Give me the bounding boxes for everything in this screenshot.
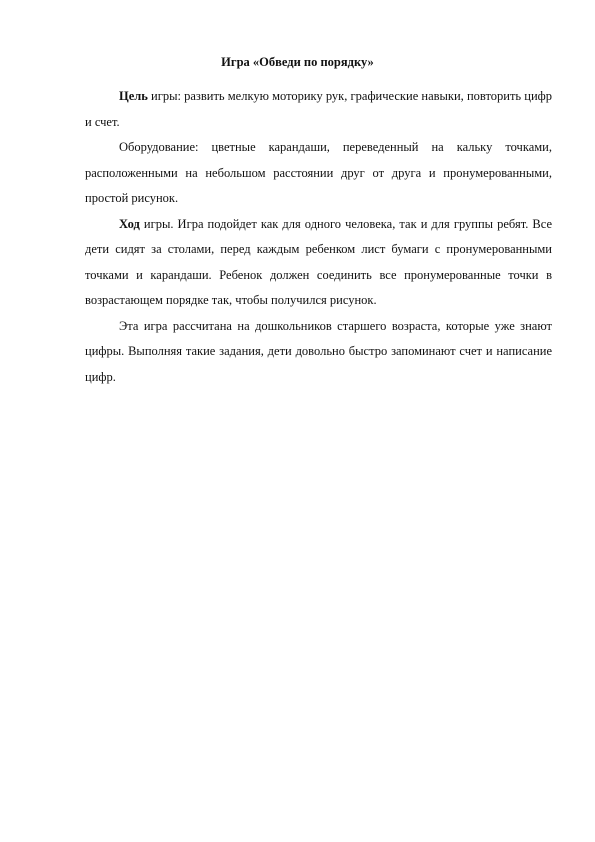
document-title: Игра «Обведи по порядку» — [221, 55, 374, 69]
paragraph-goal — [85, 84, 552, 135]
paragraph-goal-lead: Цель — [119, 89, 148, 103]
paragraph-game-process-text: игры. Игра подойдет как для одного человека, так и для группы ребят. Все дети сидят за столами, перед каждым ребенком лист бумаги с пронумерованными точками и карандаши. Ребенок должен соединить все пронумерованные точки в возрастающем порядке так, чтобы получился рисунок. — [85, 216, 552, 307]
paragraph-game-process — [85, 212, 552, 314]
paragraph-audience-text: Эта игра рассчитана на дошкольников старшего возраста, которые уже знают цифры. Выполняя такие задания, дети довольно быстро запоминают счет и написание цифр. — [85, 318, 552, 384]
paragraph-audience — [85, 314, 552, 391]
document-body — [85, 84, 552, 390]
paragraph-equipment-text: Оборудование: цветные карандаши, переведенный на кальку точками, расположенными на небольшом расстоянии друг от друга и пронумерованными, простой рисунок. — [85, 140, 552, 205]
paragraph-equipment — [85, 135, 552, 212]
paragraph-goal-text: игры: развить мелкую моторику рук, графические навыки, повторить цифр и счет. — [85, 89, 552, 129]
paragraph-game-process-lead: Ход — [119, 216, 140, 231]
